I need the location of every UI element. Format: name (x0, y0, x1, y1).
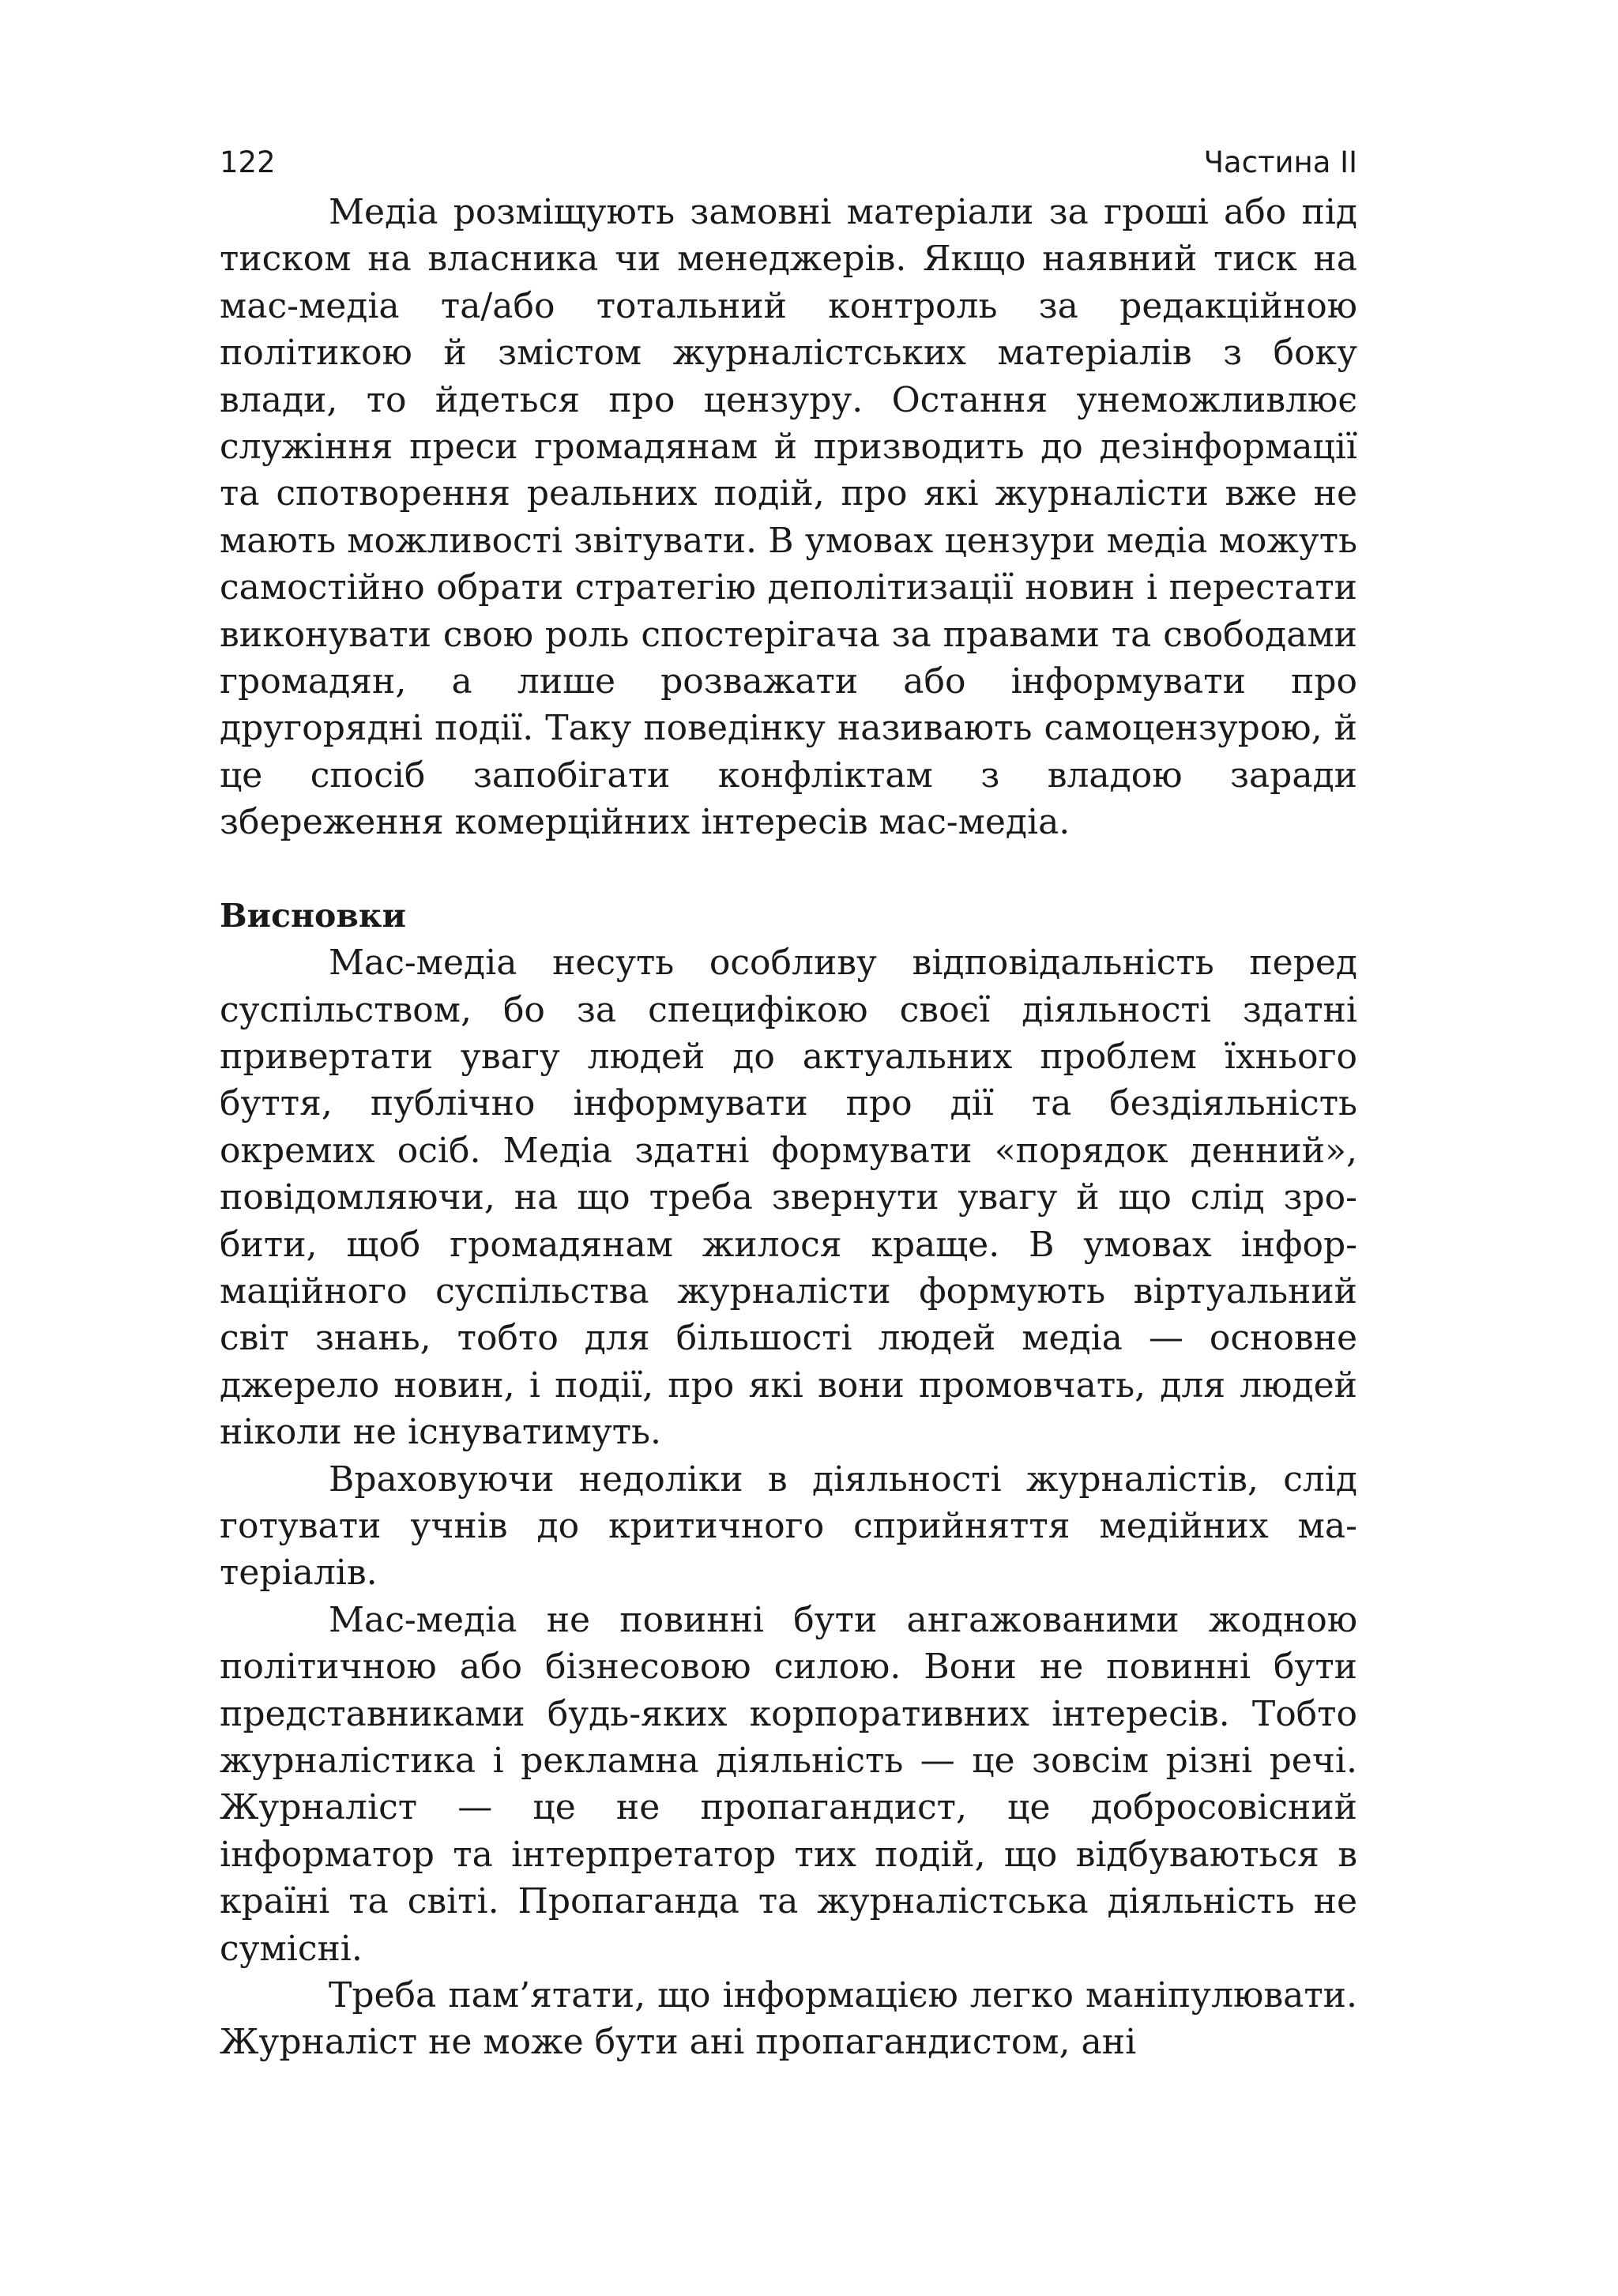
paragraph: Мас-медіа несуть особливу відповідальність перед суспільством, бо за специфікою своєї діяльності здатні привертати увагу людей до актуальних проблем їхнього буття, публічно інформувати про дії та бездіяльність окремих осіб. Медіа здатні формувати «порядок денний», повідомляючи, на що треба звернути увагу й що слід зробити, щоб громадянам жилося краще. В умовах інформаційного суспільства журналісти формують віртуальний світ знань, тобто для більшості людей медіа — основне джерело новин, і події, про які вони промовчать, для людей ніколи не існуватимуть. (220, 943, 1357, 1453)
paragraph: Треба пам’ятати, що інформацією легко маніпулювати. Журналіст не може бути ані пропагандистом, ані (220, 1975, 1357, 2063)
running-head (220, 139, 1357, 186)
paragraph: Медіа розміщують замовні матеріали за гроші або під тиском на власника чи менеджерів. Якщо наявний тиск на мас-медіа та/або тотальний контроль за редакційною політикою й змістом журналістських матеріалів з боку влади, то йдеться про цензуру. Остання унеможливлює служіння преси громадянам й призводить до дезінформації та спотворення реальних подій, про які журналісти вже не мають можливості звітувати. В умовах цензури медіа можуть самостійно обрати стратегію деполітизації новин і перестати виконувати свою роль спостерігача за правами та свободами громадян, а лише розважати або інформувати про другорядні події. Таку поведінку називають самоцензурою, й це спосіб запобігати конфліктам з владою заради збереження комерційних інтересів мас-медіа. (220, 192, 1357, 843)
paragraph: Мас-медіа не повинні бути ангажованими жодною політичною або бізнесовою силою. Вони не повинні бути представниками будь-яких корпоративних інтересів. Тобто журналістика і рекламна діяльність — це зовсім різні речі. Журналіст — це не пропагандист, це добросовісний інформатор та інтерпретатор тих подій, що відбуваються в країні та світі. Пропаганда та журналістська діяльність не сумісні. (220, 1599, 1357, 1969)
paragraph: Враховуючи недоліки в діяльності журналістів, слід готувати учнів до критичного сприйняття медійних матеріалів. (220, 1459, 1357, 1594)
body-text (220, 189, 1357, 2066)
page-number: 122 (220, 145, 276, 179)
book-page (220, 139, 1357, 2066)
section-heading: Висновки (220, 896, 406, 935)
part-title: Частина II (1203, 145, 1357, 179)
